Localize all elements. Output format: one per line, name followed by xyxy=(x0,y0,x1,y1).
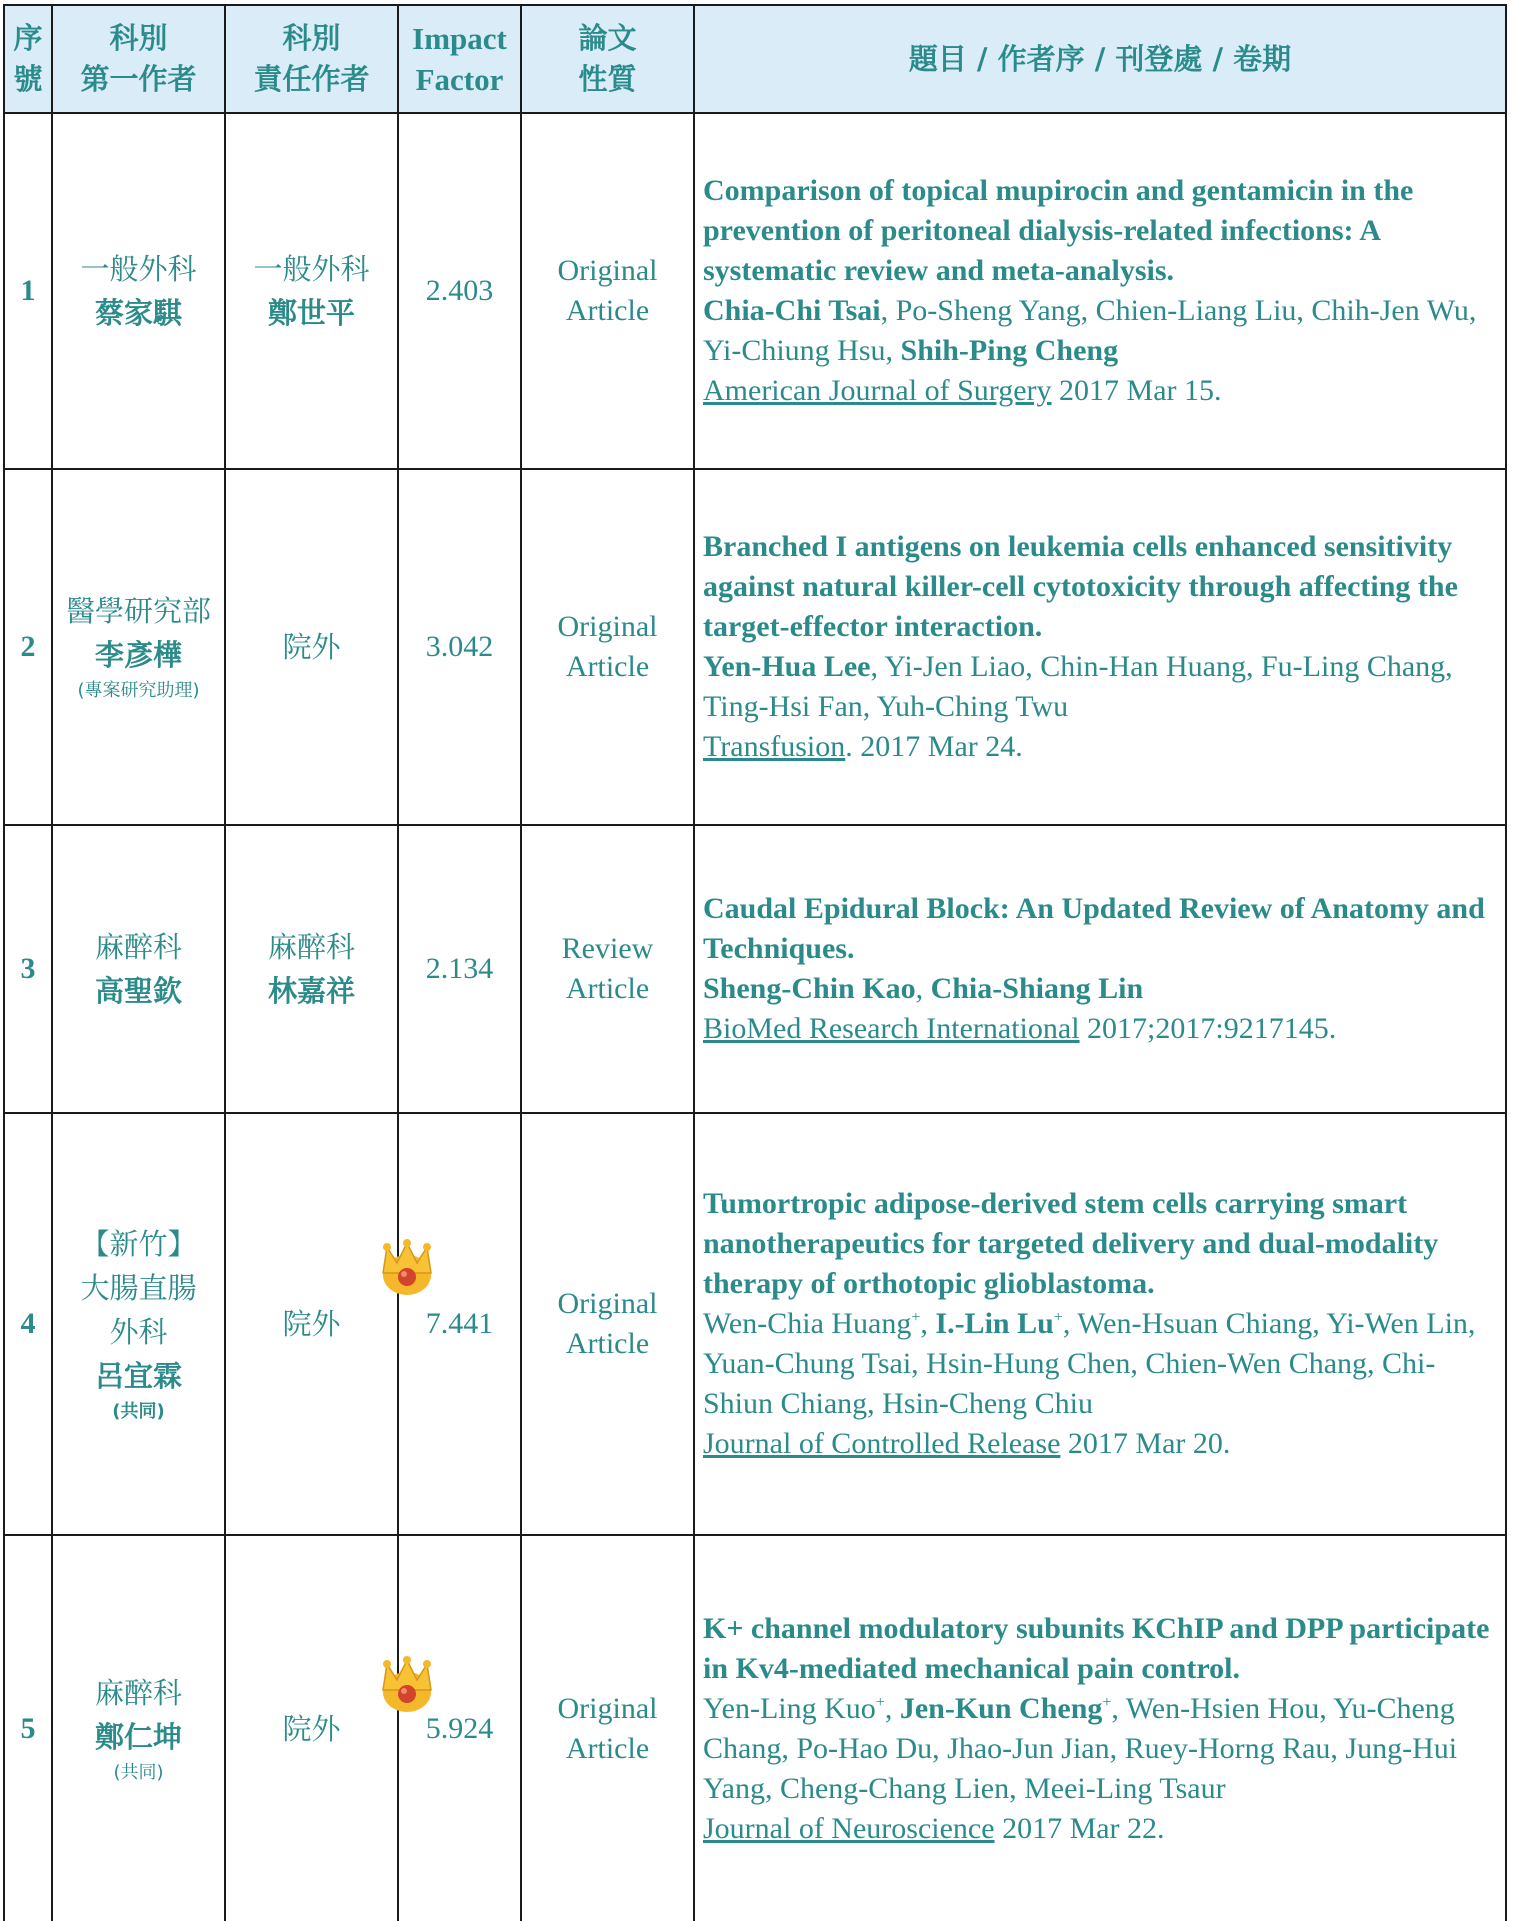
details-cell xyxy=(694,113,1506,469)
paper-type-line2: Article xyxy=(565,972,650,1005)
paper-authors xyxy=(703,1689,1493,1809)
paper-type-cell xyxy=(521,825,694,1113)
paper-type-cell xyxy=(521,469,694,825)
first-author-note: (共同) xyxy=(112,1401,165,1422)
table-row xyxy=(4,825,1506,1113)
paper-journal xyxy=(703,371,1493,411)
first-author-dept-line3: 外科 xyxy=(109,1315,168,1349)
table-row xyxy=(4,1535,1506,1921)
author-names: Yen-Ling Kuo xyxy=(703,1691,876,1725)
paper-journal xyxy=(703,1809,1493,1849)
crown-icon xyxy=(377,1239,437,1299)
header-corr-author-line1: 科別 xyxy=(282,21,341,55)
header-first-author-line2: 第一作者 xyxy=(80,62,197,96)
journal-link[interactable]: BioMed Research International xyxy=(703,1012,1080,1045)
impact-factor-value: 5.924 xyxy=(425,1711,494,1745)
corr-author-name: 鄭世平 xyxy=(267,296,355,330)
paper-title: Tumortropic adipose-derived stem cells carrying smart nanotherapeutics for targeted delivery and dual-modality therapy of orthotopic glioblastoma. xyxy=(703,1187,1439,1300)
first-author-name: 高聖欽 xyxy=(94,974,182,1008)
first-author-name: 鄭仁坤 xyxy=(94,1719,182,1754)
first-author-note: (專案研究助理) xyxy=(77,680,200,701)
paper-type-line2: Article xyxy=(565,294,650,327)
seq-number: 3 xyxy=(20,952,36,985)
seq-cell xyxy=(4,113,52,469)
corr-author-dept: 院外 xyxy=(282,630,341,664)
first-author-dept-line1: 【新竹】 xyxy=(80,1227,197,1261)
paper-authors xyxy=(703,1304,1493,1424)
corr-author-dept: 麻醉科 xyxy=(267,930,355,964)
header-impact-factor xyxy=(398,5,521,113)
author-equal-contribution-mark: + xyxy=(1053,1309,1063,1326)
details-cell xyxy=(694,1535,1506,1921)
journal-citation: 2017 Mar 15. xyxy=(1051,374,1222,407)
first-author-note: (共同) xyxy=(113,1761,164,1783)
corr-author-dept: 院外 xyxy=(282,1307,341,1341)
journal-link[interactable]: Transfusion xyxy=(703,730,846,763)
impact-factor-cell xyxy=(398,1535,521,1921)
paper-type-line2: Article xyxy=(565,650,650,683)
author-names: , Wen-Hsuan Chiang, Yi-Wen Lin, Yuan-Chung Tsai, Hsin-Hung Chen, Chien-Wen Chang, Chi-Shiun Chiang, Hsin-Cheng Chiu xyxy=(703,1307,1476,1420)
seq-number: 5 xyxy=(20,1711,36,1745)
impact-factor-cell xyxy=(398,1113,521,1535)
corr-author-cell xyxy=(225,1113,398,1535)
corr-author-dept: 院外 xyxy=(282,1711,341,1746)
paper-title: Branched I antigens on leukemia cells enhanced sensitivity against natural killer-cell cytotoxicity through affecting the target-effector interaction. xyxy=(703,530,1458,643)
details-cell xyxy=(694,825,1506,1113)
journal-citation: 2017 Mar 22. xyxy=(994,1811,1165,1845)
author-name-highlighted: Chia-Shiang Lin xyxy=(930,972,1144,1005)
first-author-dept: 麻醉科 xyxy=(94,930,182,964)
impact-factor-cell xyxy=(398,469,521,825)
author-equal-contribution-mark: + xyxy=(911,1309,921,1326)
journal-link[interactable]: Journal of Controlled Release xyxy=(703,1427,1061,1460)
paper-title: Caudal Epidural Block: An Updated Review of Anatomy and Techniques. xyxy=(703,892,1485,965)
author-name-highlighted: Chia-Chi Tsai xyxy=(703,294,881,327)
first-author-name: 呂宜霖 xyxy=(94,1359,182,1393)
impact-factor-value: 2.134 xyxy=(425,952,494,985)
author-names: , xyxy=(920,1307,936,1340)
publication-table xyxy=(3,4,1507,1921)
paper-type-cell xyxy=(521,113,694,469)
header-paper-type xyxy=(521,5,694,113)
first-author-dept: 麻醉科 xyxy=(94,1675,182,1710)
journal-link[interactable]: Journal of Neuroscience xyxy=(703,1811,995,1845)
first-author-dept: 一般外科 xyxy=(80,252,197,286)
author-names: , xyxy=(884,1691,900,1725)
paper-authors xyxy=(703,291,1493,371)
details-cell xyxy=(694,1113,1506,1535)
header-corr-author xyxy=(225,5,398,113)
table-row xyxy=(4,113,1506,469)
author-equal-contribution-mark: + xyxy=(1102,1693,1112,1711)
impact-factor-value: 3.042 xyxy=(425,630,494,663)
corr-author-cell xyxy=(225,113,398,469)
seq-cell xyxy=(4,1535,52,1921)
header-first-author-line1: 科別 xyxy=(109,21,168,55)
first-author-name: 蔡家騏 xyxy=(94,296,182,330)
author-name-highlighted: I.-Lin Lu xyxy=(935,1307,1054,1340)
header-seq-text: 序號 xyxy=(13,21,43,96)
paper-authors xyxy=(703,969,1493,1009)
header-first-author xyxy=(52,5,225,113)
table-row xyxy=(4,469,1506,825)
author-equal-contribution-mark: + xyxy=(875,1693,885,1711)
corr-author-cell xyxy=(225,469,398,825)
paper-type-line1: Original xyxy=(557,1287,658,1320)
header-impact-factor-line1: Impact xyxy=(412,21,507,56)
paper-type-cell xyxy=(521,1535,694,1921)
impact-factor-value: 2.403 xyxy=(425,274,494,307)
paper-journal xyxy=(703,1009,1493,1049)
journal-link[interactable]: American Journal of Surgery xyxy=(703,374,1052,407)
header-row xyxy=(4,5,1506,113)
first-author-cell xyxy=(52,1113,225,1535)
paper-title: Comparison of topical mupirocin and gentamicin in the prevention of peritoneal dialysis-related infections: A systematic review and meta-analysis. xyxy=(703,174,1414,287)
seq-number: 2 xyxy=(20,630,36,663)
crown-icon xyxy=(377,1656,437,1716)
header-paper-type-line1: 論文 xyxy=(578,21,637,55)
first-author-name: 李彥樺 xyxy=(94,638,182,672)
paper-authors xyxy=(703,647,1493,727)
author-names: , Wen-Hsien Hou, Yu-Cheng Chang, Po-Hao Du, Jhao-Jun Jian, Ruey-Horng Rau, Jung-Hui Yang, Cheng-Chang Lien, Meei-Ling Tsaur xyxy=(703,1691,1458,1805)
table-row xyxy=(4,1113,1506,1535)
journal-citation: 2017 Mar 20. xyxy=(1060,1427,1231,1460)
impact-factor-cell xyxy=(398,825,521,1113)
impact-factor-cell xyxy=(398,113,521,469)
seq-number: 4 xyxy=(20,1307,36,1340)
corr-author-name: 林嘉祥 xyxy=(267,974,355,1008)
author-name-highlighted: Sheng-Chin Kao xyxy=(703,972,916,1005)
header-impact-factor-line2: Factor xyxy=(415,62,504,97)
impact-factor-value: 7.441 xyxy=(425,1307,494,1340)
journal-citation: . 2017 Mar 24. xyxy=(845,730,1023,763)
author-names: , Po-Sheng Yang, Chien-Liang Liu, Chih-Jen Wu, Yi-Chiung Hsu, xyxy=(703,294,1477,367)
paper-type-line2: Article xyxy=(565,1731,650,1765)
author-names: , Yi-Jen Liao, Chin-Han Huang, Fu-Ling Chang, Ting-Hsi Fan, Yuh-Ching Twu xyxy=(703,650,1453,723)
author-names: Wen-Chia Huang xyxy=(703,1307,912,1340)
corr-author-cell xyxy=(225,825,398,1113)
author-name-highlighted: Shih-Ping Cheng xyxy=(900,334,1119,367)
seq-cell xyxy=(4,1113,52,1535)
header-seq xyxy=(4,5,52,113)
first-author-cell xyxy=(52,469,225,825)
corr-author-dept: 一般外科 xyxy=(253,252,370,286)
details-cell xyxy=(694,469,1506,825)
seq-cell xyxy=(4,825,52,1113)
author-name-highlighted: Jen-Kun Cheng xyxy=(899,1691,1103,1725)
header-details-text: 題目 / 作者序 / 刊登處 / 卷期 xyxy=(908,41,1292,76)
author-name-highlighted: Yen-Hua Lee xyxy=(703,650,871,683)
header-paper-type-line2: 性質 xyxy=(578,62,637,96)
paper-type-line1: Review xyxy=(561,932,654,965)
paper-journal xyxy=(703,727,1493,767)
journal-citation: 2017;2017:9217145. xyxy=(1079,1012,1337,1045)
paper-journal xyxy=(703,1424,1493,1464)
first-author-dept: 醫學研究部 xyxy=(65,594,211,628)
corr-author-cell xyxy=(225,1535,398,1921)
first-author-dept-line2: 大腸直腸 xyxy=(80,1271,197,1305)
seq-number: 1 xyxy=(20,274,36,307)
paper-type-cell xyxy=(521,1113,694,1535)
paper-type-line2: Article xyxy=(565,1327,650,1360)
header-corr-author-line2: 責任作者 xyxy=(253,62,370,96)
first-author-cell xyxy=(52,825,225,1113)
author-names: , xyxy=(915,972,931,1005)
paper-title: K+ channel modulatory subunits KChIP and DPP participate in Kv4-mediated mechanical pain control. xyxy=(703,1611,1490,1685)
paper-type-line1: Original xyxy=(557,610,658,643)
seq-cell xyxy=(4,469,52,825)
first-author-cell xyxy=(52,1535,225,1921)
first-author-cell xyxy=(52,113,225,469)
paper-type-line1: Original xyxy=(557,1691,658,1725)
header-details xyxy=(694,5,1506,113)
paper-type-line1: Original xyxy=(557,254,658,287)
